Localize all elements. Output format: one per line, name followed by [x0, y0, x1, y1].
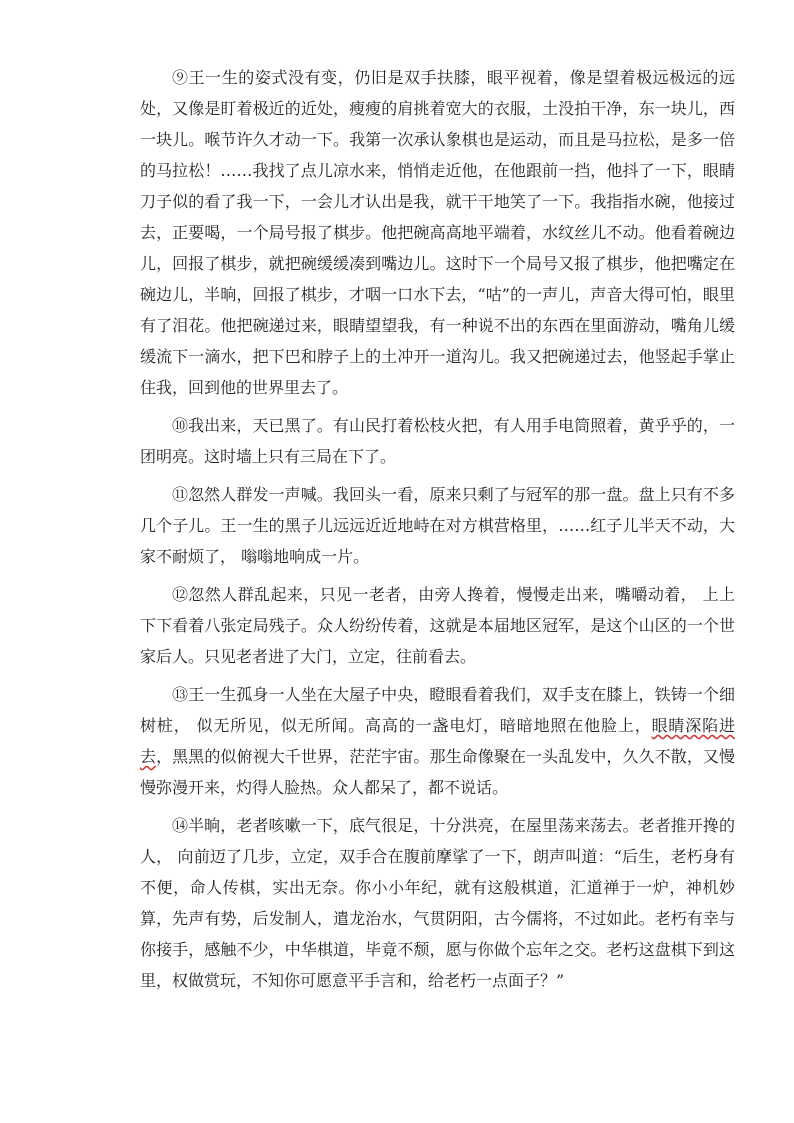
document-page [140, 62, 735, 1003]
paragraph-13-text-b: ，黑黑的似俯视大千世界，茫茫宇宙。那生命像聚在一头乱发中，久久不散，又慢慢弥漫开来，灼得人脸热。众人都呆了，都不说话。 [140, 747, 735, 797]
paragraph-13-text-a: ⑬王一生孤身一人坐在大屋子中央，瞪眼看着我们，双手支在膝上，铁铸一个细树桩， 似无所见，似无所闻。高高的一盏电灯，暗暗地照在他脸上， [140, 685, 735, 735]
paragraph-10-text: ⑩我出来，天已黑了。有山民打着松枝火把，有人用手电筒照着，黄乎乎的，一团明亮。这时墙上只有三局在下了。 [140, 416, 735, 466]
paragraph-11-text: ⑪忽然人群发一声喊。我回头一看，原来只剩了与冠军的那一盘。盘上只有不多几个子儿。王一生的黑子儿远远近近地峙在对方棋营格里，……红子儿半天不动，大家不耐烦了， 嗡嗡地响成一片。 [140, 485, 735, 566]
paragraph-9 [140, 62, 735, 403]
paragraph-10 [140, 410, 735, 472]
paragraph-12-text: ⑫忽然人群乱起来，只见一老者，由旁人搀着，慢慢走出来，嘴嚼动着， 上上下下看着八张定局残子。众人纷纷传着，这就是本届地区冠军，是这个山区的一个世家后人。只见老者进了大门，立定，往前看去。 [140, 585, 735, 666]
underlined-phrase: 眼睛深陷进去 [140, 716, 735, 766]
paragraph-9-text: ⑨王一生的姿式没有变，仍旧是双手扶膝，眼平视着，像是望着极远极远的远处，又像是盯着极近的近处，瘦瘦的肩挑着宽大的衣服，土没拍干净，东一块儿，西一块儿。喉节许久才动一下。我第一次承认象棋也是运动，而且是马拉松，是多一倍的马拉松！……我找了点儿凉水来，悄悄走近他，在他跟前一挡，他抖了一下，眼睛刀子似的看了我一下，一会儿才认出是我，就干干地笑了一下。我指指水碗，他接过去，正要喝，一个局号报了棋步。他把碗高高地平端着，水纹丝儿不动。他看着碗边儿，回报了棋步，就把碗缓缓凑到嘴边儿。这时下一个局号又报了棋步，他把嘴定在碗边儿，半晌，回报了棋步，才咽一口水下去，“咕”的一声儿，声音大得可怕，眼里有了泪花。他把碗递过来，眼睛望望我，有一种说不出的东西在里面游动，嘴角儿缓缓流下一滴水，把下巴和脖子上的土冲开一道沟儿。我又把碗递过去，他竖起手掌止住我，回到他的世界里去了。 [140, 68, 735, 397]
paragraph-13 [140, 679, 735, 803]
paragraph-14 [140, 810, 735, 996]
paragraph-14-text: ⑭半晌，老者咳嗽一下，底气很足，十分洪亮，在屋里荡来荡去。老者推开搀的人， 向前迈了几步，立定，双手合在腹前摩挲了一下，朗声叫道：“后生，老朽身有不便，命人传棋，实出无奈。你小小年纪，就有这般棋道，汇道禅于一炉，神机妙算，先声有势，后发制人，遣龙治水，气贯阴阳，古今儒将，不过如此。老朽有幸与你接手，感触不少，中华棋道，毕竟不颓，愿与你做个忘年之交。老朽这盘棋下到这里，权做赏玩，不知你可愿意平手言和，给老朽一点面子？” [140, 816, 735, 990]
paragraph-12 [140, 579, 735, 672]
paragraph-11 [140, 479, 735, 572]
